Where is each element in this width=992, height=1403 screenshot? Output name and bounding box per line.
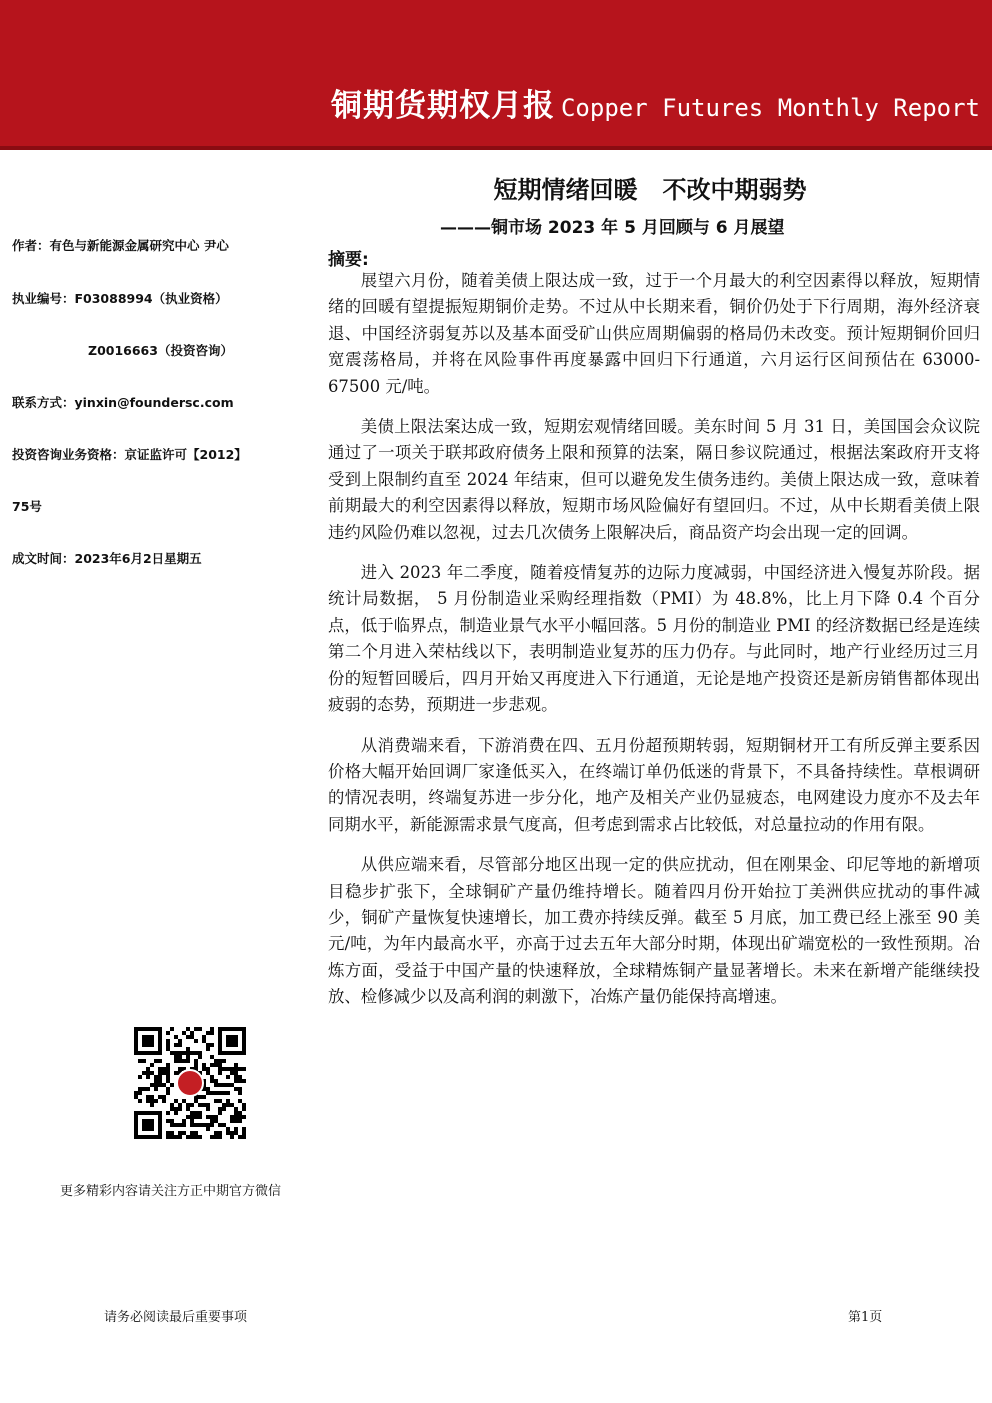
- qr-caption: 更多精彩内容请关注方正中期官方微信: [60, 1184, 282, 1199]
- abstract-paragraph: 美债上限法案达成一致，短期宏观情绪回暖。美东时间 5 月 31 日，美国国会众议院通过了一项关于联邦政府债务上限和预算的法案，隔日参议院通过，根据法案政府开支将受到上限制约直至 2024 年结束，但可以避免发生债务违约。美债上限达成一致，意味着前期最大的利空因素得以释放，短期市场风险偏好有望回归。不过，从中长期看美债上限违约风险仍难以忽视，过去几次债务上限解决后，商品资产均会出现一定的回调。: [328, 417, 980, 542]
- abstract-body: [328, 268, 980, 1025]
- license-number-2: Z0016663（投资咨询）: [88, 343, 233, 358]
- abstract-paragraph: 展望六月份，随着美债上限达成一致，过于一个月最大的利空因素得以释放，短期情绪的回暖有望提振短期铜价走势。不过从中长期来看，铜价仍处于下行周期，海外经济衰退、中国经济弱复苏以及基本面受矿山供应周期偏弱的格局仍未改变。预计短期铜价回归宽震荡格局，并将在风险事件再度暴露中回归下行通道，六月运行区间预估在 63000-67500 元/吨。: [328, 271, 980, 396]
- abstract-paragraph: 从供应端来看，尽管部分地区出现一定的供应扰动，但在刚果金、印尼等地的新增项目稳步扩张下，全球铜矿产量仍维持增长。随着四月份开始拉丁美洲供应扰动的事件减少，铜矿产量恢复快速增长，加工费亦持续反弹。截至 5 月底，加工费已经上涨至 90 美元/吨，为年内最高水平，亦高于过去五年大部分时期，体现出矿端宽松的一致性预期。冶炼方面，受益于中国产量的快速释放，全球精炼铜产量显著增长。未来在新增产能继续投放、检修减少以及高利润的刺激下，冶炼产量仍能保持高增速。: [328, 855, 980, 1007]
- report-title: 短期情绪回暖 不改中期弱势: [493, 176, 807, 204]
- license-number: 执业编号：F03088994（执业资格）: [12, 291, 228, 306]
- abstract-label: 摘要:: [328, 250, 369, 270]
- report-series-title: [331, 80, 980, 125]
- report-subtitle: ———铜市场 2023 年 5 月回顾与 6 月展望: [440, 218, 785, 238]
- page-number: 第1页: [848, 1310, 883, 1325]
- header-divider: [0, 146, 992, 150]
- footer-notice: 请务必阅读最后重要事项: [104, 1310, 248, 1325]
- qr-code-icon: [134, 1027, 246, 1139]
- brand-logo-icon: [176, 1069, 204, 1097]
- header-banner: [0, 0, 992, 148]
- qualification-number: 75号: [12, 499, 42, 514]
- abstract-paragraph: 进入 2023 年二季度，随着疫情复苏的边际力度减弱，中国经济进入慢复苏阶段。据统计局数据， 5 月份制造业采购经理指数（PMI）为 48.8%，比上月下降 0.4 个百分点，低于临界点，制造业景气水平小幅回落。5 月份的制造业 PMI 的经济数据已经是连续第二个月进入荣枯线以下，表明制造业复苏的压力仍存。与此同时，地产行业经历过三月份的短暂回暖后，四月开始又再度进入下行通道，无论是地产投资还是新房销售都体现出疲弱的态势，预期进一步悲观。: [328, 563, 980, 715]
- contact-email[interactable]: 联系方式：yinxin@foundersc.com: [12, 395, 234, 410]
- series-title-en: Copper Futures Monthly Report: [560, 94, 980, 122]
- qualification: 投资咨询业务资格：京证监许可【2012】: [12, 447, 247, 462]
- series-title-cn: 铜期货期权月报: [330, 88, 555, 124]
- author-info: 作者：有色与新能源金属研究中心 尹心: [12, 238, 229, 253]
- publish-date: 成文时间：2023年6月2日星期五: [12, 551, 202, 566]
- abstract-paragraph: 从消费端来看，下游消费在四、五月份超预期转弱，短期铜材开工有所反弹主要系因价格大幅开始回调厂家逢低买入，在终端订单仍低迷的背景下，不具备持续性。草根调研的情况表明，终端复苏进一步分化，地产及相关产业仍显疲态，电网建设力度亦不及去年同期水平，新能源需求景气度高，但考虑到需求占比较低，对总量拉动的作用有限。: [328, 735, 980, 834]
